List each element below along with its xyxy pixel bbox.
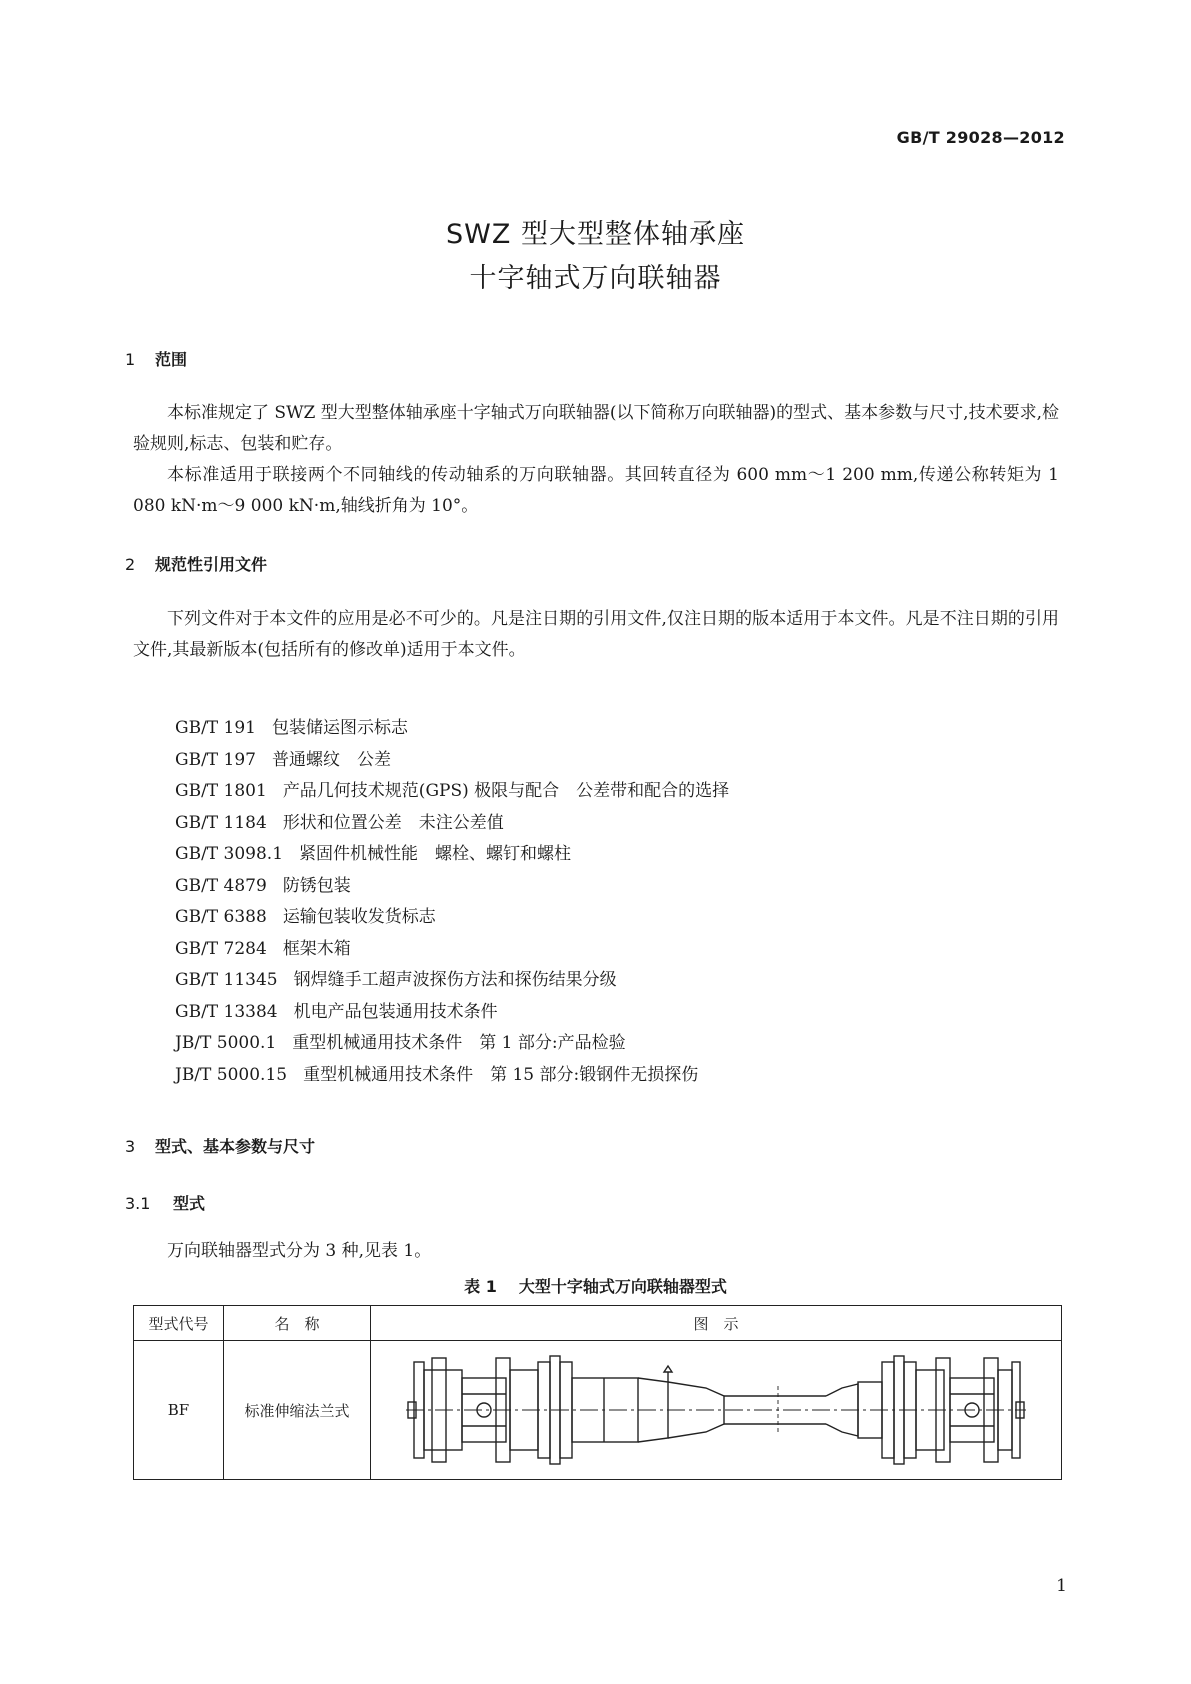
paragraph: 本标准规定了 SWZ 型大型整体轴承座十字轴式万向联轴器(以下简称万向联轴器)的型式、基本参数与尺寸,技术要求,检验规则,标志、包装和贮存。	[133, 403, 1059, 454]
reference-item	[175, 745, 729, 777]
reference-list	[175, 713, 729, 1091]
cell-name: 标准伸缩法兰式	[224, 1341, 371, 1480]
reference-code: GB/T 11345	[175, 970, 278, 990]
standard-number: GB/T 29028—2012	[896, 128, 1065, 147]
reference-item	[175, 902, 729, 934]
reference-code: GB/T 191	[175, 718, 256, 738]
section-title: 型式、基本参数与尺寸	[155, 1137, 316, 1156]
section-title: 规范性引用文件	[155, 555, 268, 574]
document-title-line1: SWZ 型大型整体轴承座	[446, 219, 745, 250]
cell-figure	[371, 1341, 1062, 1480]
header-name: 名 称	[224, 1306, 371, 1341]
reference-code: JB/T 5000.1	[175, 1033, 277, 1053]
table-number: 表 1	[464, 1277, 497, 1296]
reference-title: 重型机械通用技术条件 第 1 部分:产品检验	[292, 1033, 626, 1053]
section-2-body	[133, 604, 1059, 666]
section-1-body	[133, 398, 1059, 522]
reference-code: GB/T 1184	[175, 812, 267, 833]
header-figure: 图 示	[371, 1306, 1062, 1341]
section-number: 2	[125, 555, 136, 574]
table-row	[134, 1341, 1062, 1480]
reference-item	[175, 808, 729, 840]
reference-code: JB/T 5000.15	[175, 1064, 288, 1085]
reference-code: GB/T 3098.1	[175, 844, 284, 864]
reference-item	[175, 871, 729, 903]
reference-item	[175, 713, 729, 745]
section-1-heading	[125, 347, 187, 370]
reference-item	[175, 965, 729, 997]
reference-item	[175, 934, 729, 966]
cell-code: BF	[134, 1341, 224, 1480]
section-3-heading	[125, 1134, 315, 1157]
header-code: 型式代号	[134, 1306, 224, 1341]
reference-item	[175, 839, 729, 871]
paragraph: 万向联轴器型式分为 3 种,见表 1。	[167, 1241, 432, 1261]
reference-title: 运输包装收发货标志	[282, 907, 436, 927]
document-title-line2: 十字轴式万向联轴器	[469, 263, 722, 294]
section-number: 3.1	[125, 1194, 151, 1213]
section-2-heading	[125, 552, 267, 575]
reference-title: 产品几何技术规范(GPS) 极限与配合 公差带和配合的选择	[282, 781, 730, 801]
section-3-1-heading	[125, 1191, 205, 1214]
table-title: 大型十字轴式万向联轴器型式	[518, 1277, 727, 1296]
reference-title: 钢焊缝手工超声波探伤方法和探伤结果分级	[293, 970, 617, 990]
reference-title: 框架木箱	[282, 938, 351, 959]
section-title: 范围	[155, 350, 188, 369]
reference-item	[175, 997, 729, 1029]
reference-code: GB/T 1801	[175, 781, 267, 801]
reference-item	[175, 776, 729, 808]
reference-code: GB/T 7284	[175, 938, 267, 959]
reference-code: GB/T 6388	[175, 907, 267, 927]
section-3-1-body	[133, 1236, 1059, 1267]
reference-title: 重型机械通用技术条件 第 15 部分:锻钢件无损探伤	[303, 1064, 699, 1085]
reference-title: 形状和位置公差 未注公差值	[282, 812, 504, 833]
coupling-type-table	[133, 1305, 1062, 1480]
reference-title: 包装储运图示标志	[272, 718, 408, 738]
reference-code: GB/T 4879	[175, 875, 267, 896]
table-caption	[0, 1274, 1191, 1297]
section-title: 型式	[173, 1194, 206, 1213]
page-number: 1	[1056, 1576, 1067, 1596]
section-number: 3	[125, 1137, 136, 1156]
reference-title: 紧固件机械性能 螺栓、螺钉和螺柱	[299, 844, 572, 864]
reference-code: GB/T 197	[175, 749, 256, 770]
coupling-drawing-icon	[406, 1348, 1026, 1472]
reference-title: 机电产品包装通用技术条件	[293, 1001, 498, 1022]
paragraph: 下列文件对于本文件的应用是必不可少的。凡是注日期的引用文件,仅注日期的版本适用于本文件。凡是不注日期的引用文件,其最新版本(包括所有的修改单)适用于本文件。	[133, 609, 1059, 660]
reference-title: 普通螺纹 公差	[272, 749, 391, 770]
section-number: 1	[125, 350, 136, 369]
reference-item	[175, 1028, 729, 1060]
paragraph: 本标准适用于联接两个不同轴线的传动轴系的万向联轴器。其回转直径为 600 mm～1 200 mm,传递公称转矩为 1 080 kN·m～9 000 kN·m,轴线折角为 10°。	[133, 465, 1059, 516]
reference-title: 防锈包装	[282, 875, 351, 896]
reference-code: GB/T 13384	[175, 1001, 278, 1022]
reference-item	[175, 1060, 729, 1092]
table-header-row	[134, 1306, 1062, 1341]
